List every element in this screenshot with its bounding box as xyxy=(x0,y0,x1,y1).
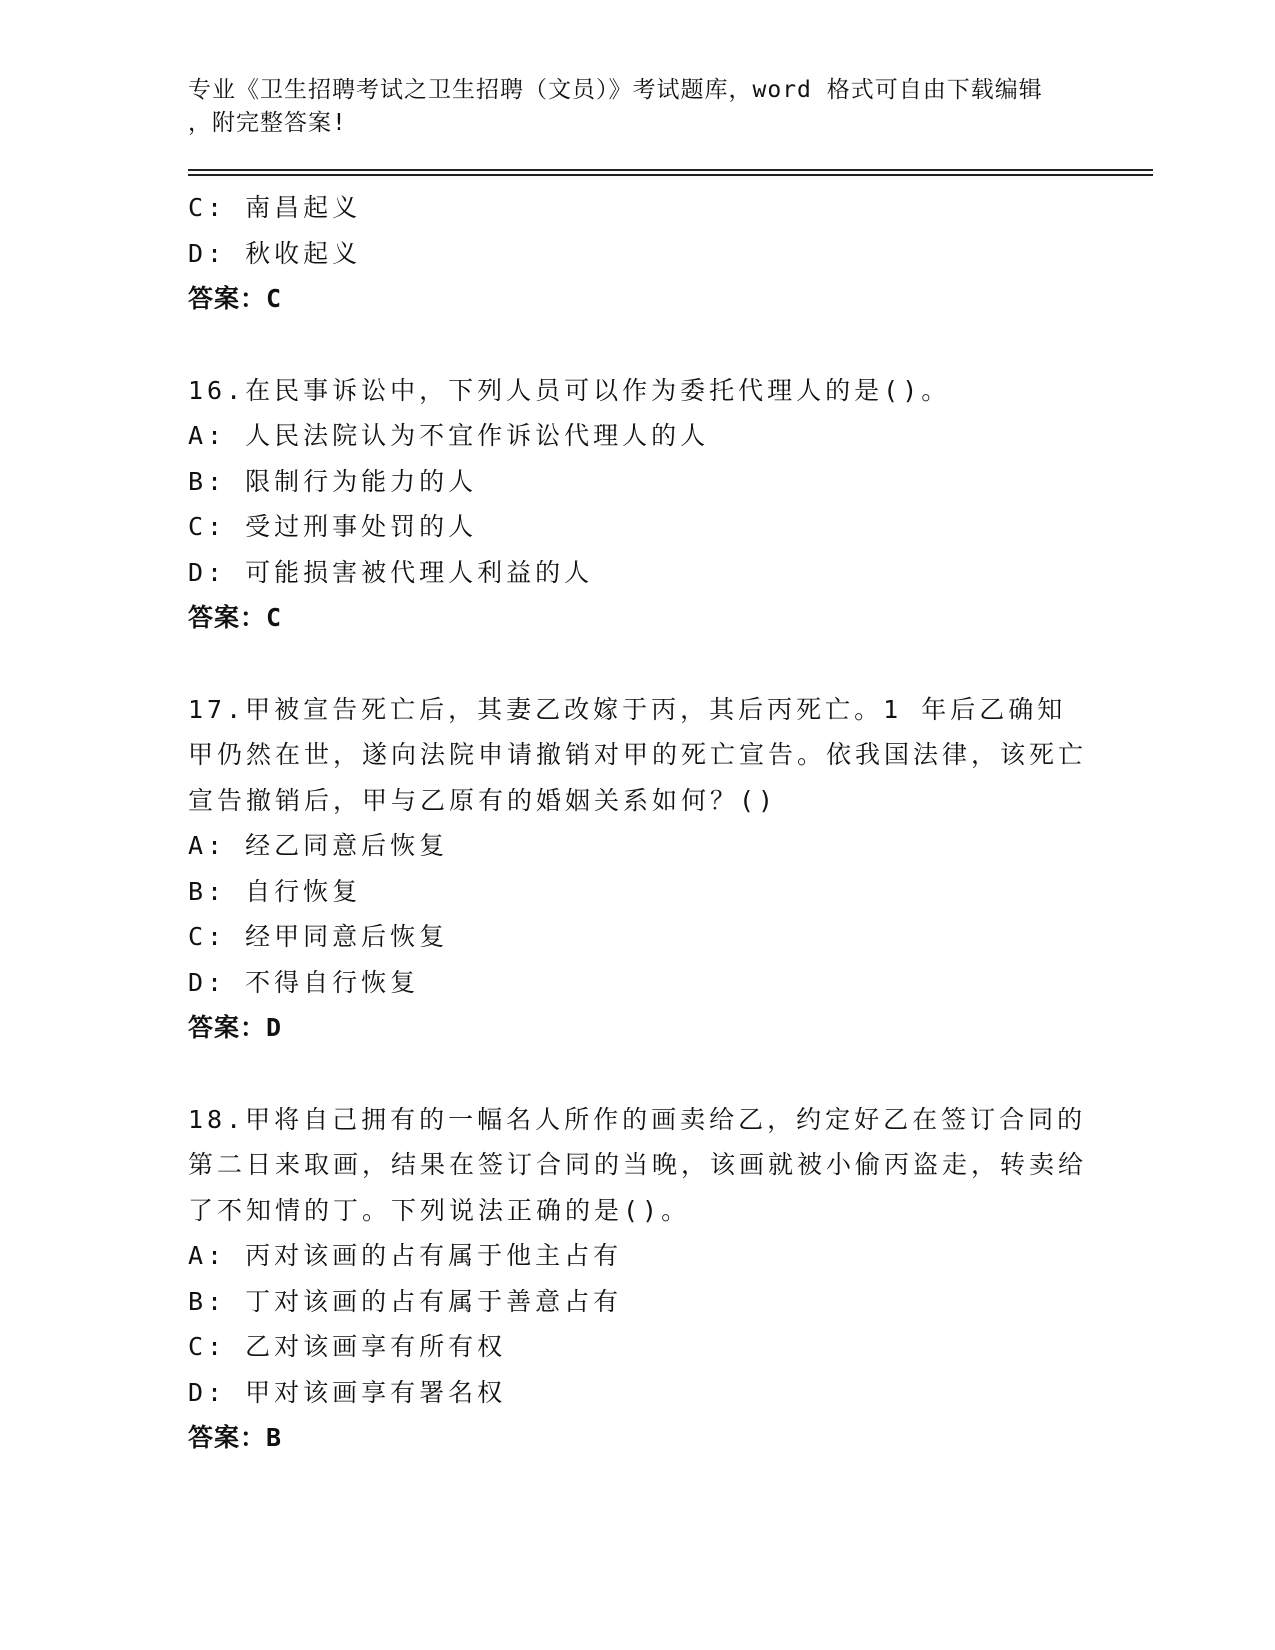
question-stem: 18.甲将自己拥有的一幅名人所作的画卖给乙，约定好乙在签订合同的第二日来取画，结果在签订合同的当晚，该画就被小偷丙盗走，转卖给了不知情的丁。下列说法正确的是()。 xyxy=(188,1104,1088,1225)
option-c: C: 受过刑事处罚的人 xyxy=(188,512,478,541)
option-a: A: 人民法院认为不宜作诉讼代理人的人 xyxy=(188,421,710,450)
question-list xyxy=(188,185,1128,1461)
option-c: C: 乙对该画享有所有权 xyxy=(188,1332,507,1361)
answer-line: 答案：D xyxy=(188,1013,283,1042)
header-title-line2: ，附完整答案! xyxy=(188,110,347,136)
answer-line: 答案：C xyxy=(188,284,283,313)
question-block-18 xyxy=(188,1097,1128,1461)
option-d: D: 可能损害被代理人利益的人 xyxy=(188,557,594,587)
option-c: C: 南昌起义 xyxy=(188,193,362,222)
option-b: B: 丁对该画的占有属于善意占有 xyxy=(188,1286,623,1316)
option-b: B: 限制行为能力的人 xyxy=(188,466,478,496)
question-stem: 17.甲被宣告死亡后，其妻乙改嫁于丙，其后丙死亡。1 年后乙确知甲仍然在世，遂向法院申请撤销对甲的死亡宣告。依我国法律，该死亡宣告撤销后，甲与乙原有的婚姻关系如何？() xyxy=(188,694,1088,815)
question-block-17 xyxy=(188,687,1128,1051)
option-d: D: 不得自行恢复 xyxy=(188,967,420,997)
question-block-15 xyxy=(188,185,1128,322)
option-a: A: 丙对该画的占有属于他主占有 xyxy=(188,1241,623,1270)
header-title-line1: 专业《卫生招聘考试之卫生招聘（文员）》考试题库，word 格式可自由下载编辑 xyxy=(188,77,1043,103)
header-rule-top xyxy=(188,169,1153,171)
document-header xyxy=(188,74,1088,140)
header-rule-bottom xyxy=(188,174,1153,176)
option-a: A: 经乙同意后恢复 xyxy=(188,831,449,860)
option-d: D: 秋收起义 xyxy=(188,238,362,268)
question-block-16 xyxy=(188,368,1128,641)
option-d: D: 甲对该画享有署名权 xyxy=(188,1377,507,1407)
answer-line: 答案：C xyxy=(188,603,283,632)
answer-line: 答案：B xyxy=(188,1423,283,1452)
question-stem: 16.在民事诉讼中，下列人员可以作为委托代理人的是()。 xyxy=(188,375,951,405)
option-c: C: 经甲同意后恢复 xyxy=(188,922,449,951)
option-b: B: 自行恢复 xyxy=(188,876,362,906)
